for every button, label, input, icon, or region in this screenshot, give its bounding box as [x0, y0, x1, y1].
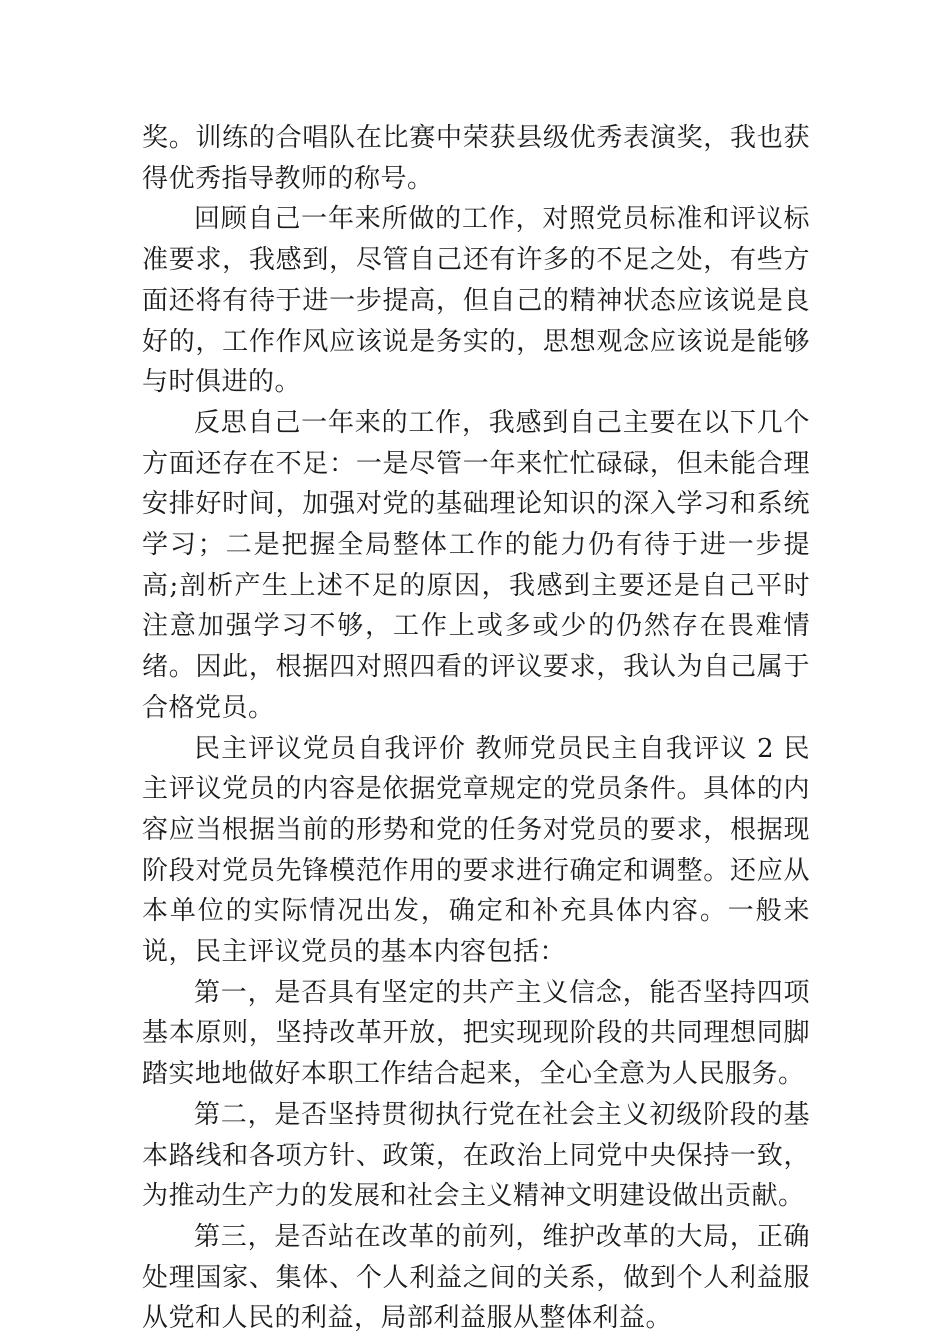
paragraph-5: 第一，是否具有坚定的共产主义信念，能否坚持四项基本原则，坚持改革开放，把实现现阶段的共同理想同脚踏实地地做好本职工作结合起来，全心全意为人民服务。 [142, 977, 810, 1090]
paragraph-2: 回顾自己一年来所做的工作，对照党员标准和评议标准要求，我感到，尽管自己还有许多的不足之处，有些方面还将有待于进一步提高，但自己的精神状态应该说是良好的，工作作风应该说是务实的，思想观念应该说是能够与时俱进的。 [142, 204, 810, 398]
document-body [142, 118, 810, 1339]
paragraph-6: 第二，是否坚持贯彻执行党在社会主义初级阶段的基本路线和各项方针、政策，在政治上同党中央保持一致，为推动生产力的发展和社会主义精神文明建设做出贡献。 [142, 1099, 810, 1212]
paragraph-1: 奖。训练的合唱队在比赛中荣获县级优秀表演奖，我也获得优秀指导教师的称号。 [142, 123, 810, 194]
paragraph-3: 反思自己一年来的工作，我感到自己主要在以下几个方面还存在不足：一是尽管一年来忙忙碌碌，但未能合理安排好时间，加强对党的基础理论知识的深入学习和系统学习；二是把握全局整体工作的能力仍有待于进一步提高;剖析产生上述不足的原因，我感到主要还是自己平时注意加强学习不够，工作上或多或少的仍然存在畏难情绪。因此，根据四对照四看的评议要求，我认为自己属于合格党员。 [142, 407, 810, 723]
paragraph-7: 第三，是否站在改革的前列，维护改革的大局，正确处理国家、集体、个人利益之间的关系，做到个人利益服从党和人民的利益，局部利益服从整体利益。 [142, 1221, 810, 1334]
paragraph-4: 民主评议党员自我评价 教师党员民主自我评议 2 民主评议党员的内容是依据党章规定的党员条件。具体的内容应当根据当前的形势和党的任务对党员的要求，根据现阶段对党员先锋模范作用的要求进行确定和调整。还应从本单位的实际情况出发，确定和补充具体内容。一般来说，民主评议党员的基本内容包括： [142, 733, 810, 968]
